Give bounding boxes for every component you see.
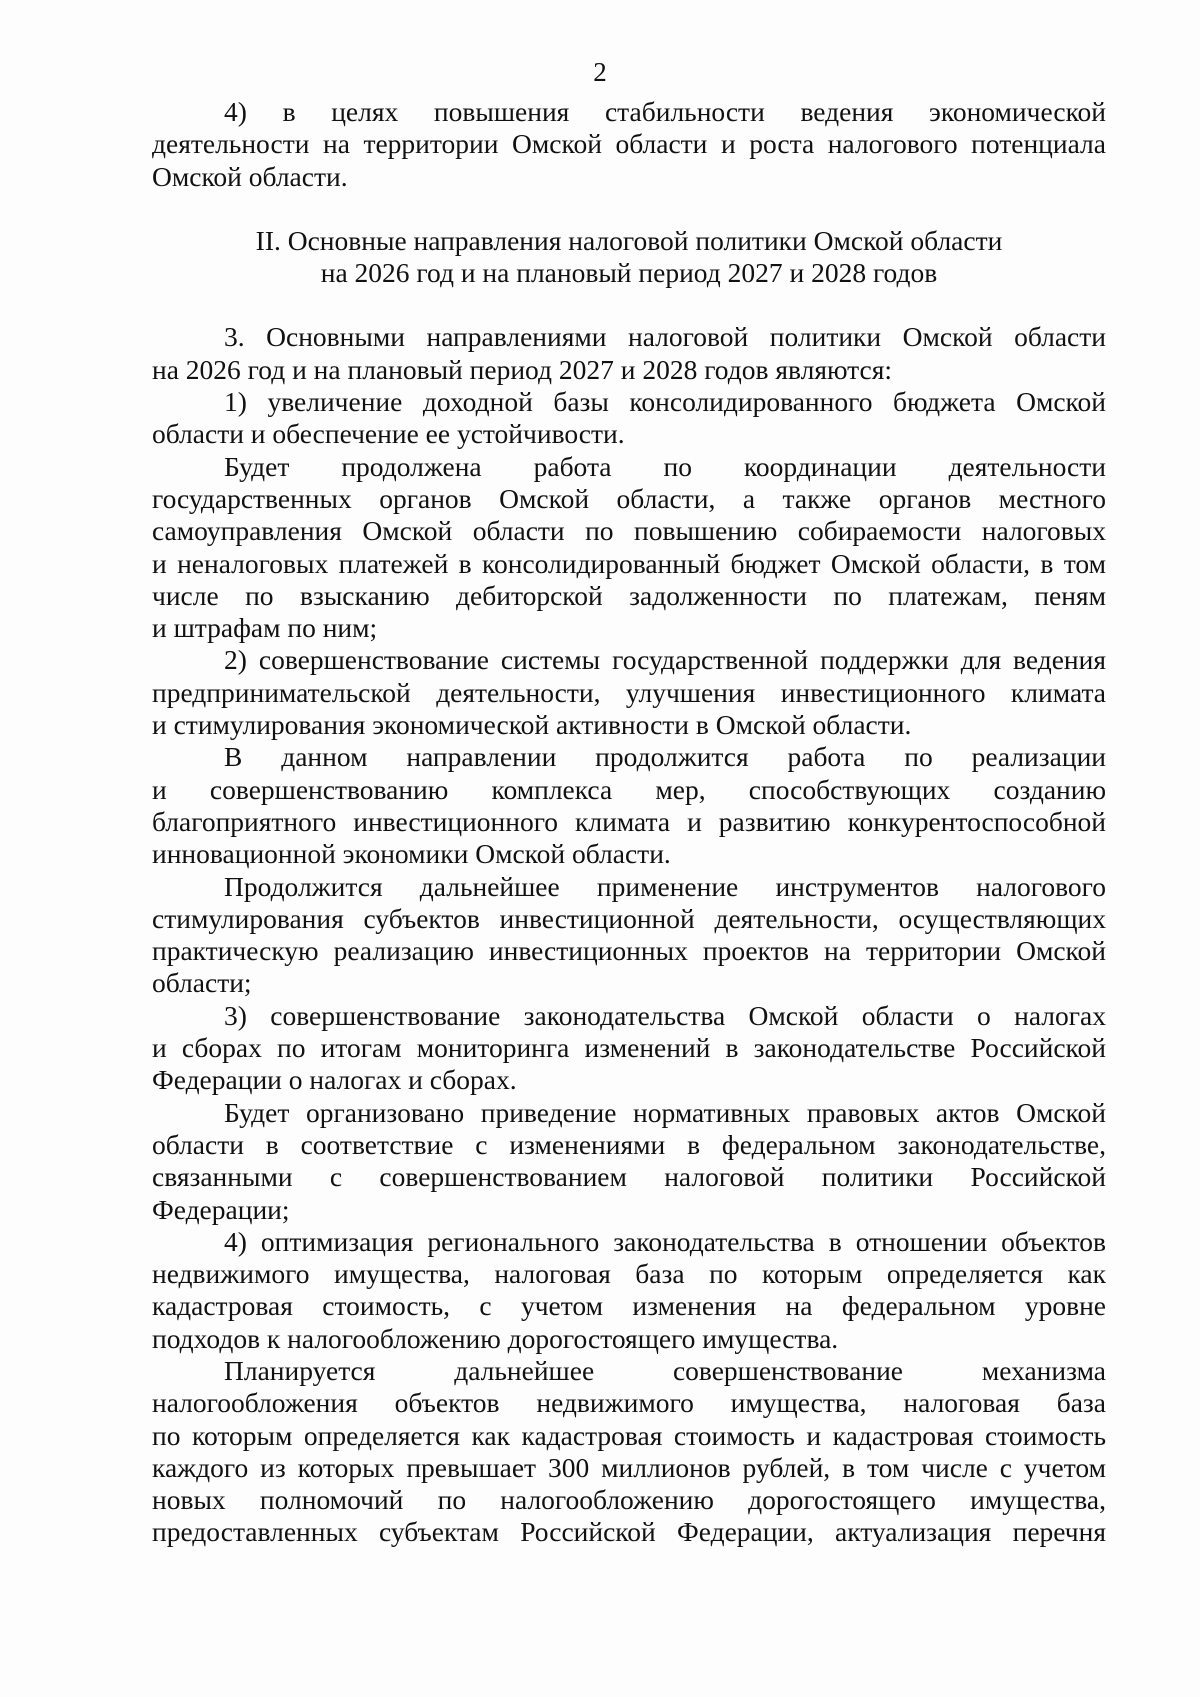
text-line: налогообложения объектов недвижимого имущества, налоговая база (152, 1387, 1106, 1419)
text-line: подходов к налогообложению дорогостоящего имущества. (152, 1322, 839, 1354)
text-line: предпринимательской деятельности, улучшения инвестиционного климата (152, 676, 1106, 708)
intro-paragraph (152, 96, 1106, 193)
text-line: Будет продолжена работа по координации деятельности (224, 450, 1106, 482)
spacer (152, 289, 1106, 321)
text-line: 3) совершенствование законодательства Омской области о налогах (224, 999, 1106, 1031)
text-line: инновационной экономики Омской области. (152, 838, 671, 870)
document-body (152, 96, 1106, 1549)
text-line: и стимулирования экономической активности в Омской области. (152, 709, 912, 741)
text-line: Омской области. (152, 160, 348, 192)
text-line: 1) увеличение доходной базы консолидированного бюджета Омской (224, 386, 1106, 418)
section-heading (152, 225, 1106, 290)
text-line: новых полномочий по налогообложению дорогостоящего имущества, (152, 1484, 1106, 1516)
heading-line-2: на 2026 год и на плановый период 2027 и 2028 годов (320, 257, 938, 289)
text-line: 3. Основными направлениями налоговой политики Омской области (224, 321, 1106, 353)
text-line: благоприятного инвестиционного климата и развитию конкурентоспособной (152, 805, 1106, 837)
text-line: и сборах по итогам мониторинга изменений в законодательстве Российской (152, 1032, 1106, 1064)
text-line: Будет организовано приведение нормативных правовых актов Омской (224, 1096, 1106, 1128)
text-line: кадастровая стоимость, с учетом изменения на федеральном уровне (152, 1290, 1106, 1322)
text-line: 2) совершенствование системы государственной поддержки для ведения (224, 644, 1106, 676)
text-line: недвижимого имущества, налоговая база по которым определяется как (152, 1258, 1106, 1290)
text-line: Продолжится дальнейшее применение инструментов налогового (224, 870, 1106, 902)
text-line: практическую реализацию инвестиционных проектов на территории Омской (152, 935, 1106, 967)
text-line: и совершенствованию комплекса мер, способствующих созданию (152, 773, 1106, 805)
text-line: 4) оптимизация регионального законодательства в отношении объектов (224, 1225, 1106, 1257)
text-line: области в соответствие с изменениями в федеральном законодательстве, (152, 1128, 1106, 1160)
text-line: самоуправления Омской области по повышению собираемости налоговых (152, 515, 1106, 547)
text-line: и штрафам по ним; (152, 612, 378, 644)
text-line: каждого из которых превышает 300 миллионов рублей, в том числе с учетом (152, 1451, 1106, 1483)
text-line: предоставленных субъектам Российской Федерации, актуализация перечня (152, 1516, 1106, 1548)
text-line: Федерации; (152, 1193, 290, 1225)
text-line: связанными с совершенствованием налоговой политики Российской (152, 1161, 1106, 1193)
text-line: В данном направлении продолжится работа по реализации (224, 741, 1106, 773)
text-line: деятельности на территории Омской области и роста налогового потенциала (152, 128, 1106, 160)
text-line: Планируется дальнейшее совершенствование механизма (224, 1354, 1106, 1386)
text-line: числе по взысканию дебиторской задолженности по платежам, пеням (152, 579, 1106, 611)
text-line: Федерации о налогах и сборах. (152, 1064, 517, 1096)
text-line: и неналоговых платежей в консолидированный бюджет Омской области, в том (152, 547, 1106, 579)
page-number: 2 (593, 57, 607, 87)
heading-line-1: II. Основные направления налоговой политики Омской области (255, 224, 1003, 256)
text-line: по которым определяется как кадастровая стоимость и кадастровая стоимость (152, 1419, 1106, 1451)
text-line: 4) в целях повышения стабильности ведения экономической (224, 96, 1106, 127)
text-line: области; (152, 967, 252, 999)
text-line: области и обеспечение ее устойчивости. (152, 418, 625, 450)
section-body (152, 321, 1106, 1548)
text-line: стимулирования субъектов инвестиционной деятельности, осуществляющих (152, 902, 1106, 934)
text-line: государственных органов Омской области, а также органов местного (152, 482, 1106, 514)
text-line: на 2026 год и на плановый период 2027 и 2028 годов являются: (152, 353, 893, 385)
